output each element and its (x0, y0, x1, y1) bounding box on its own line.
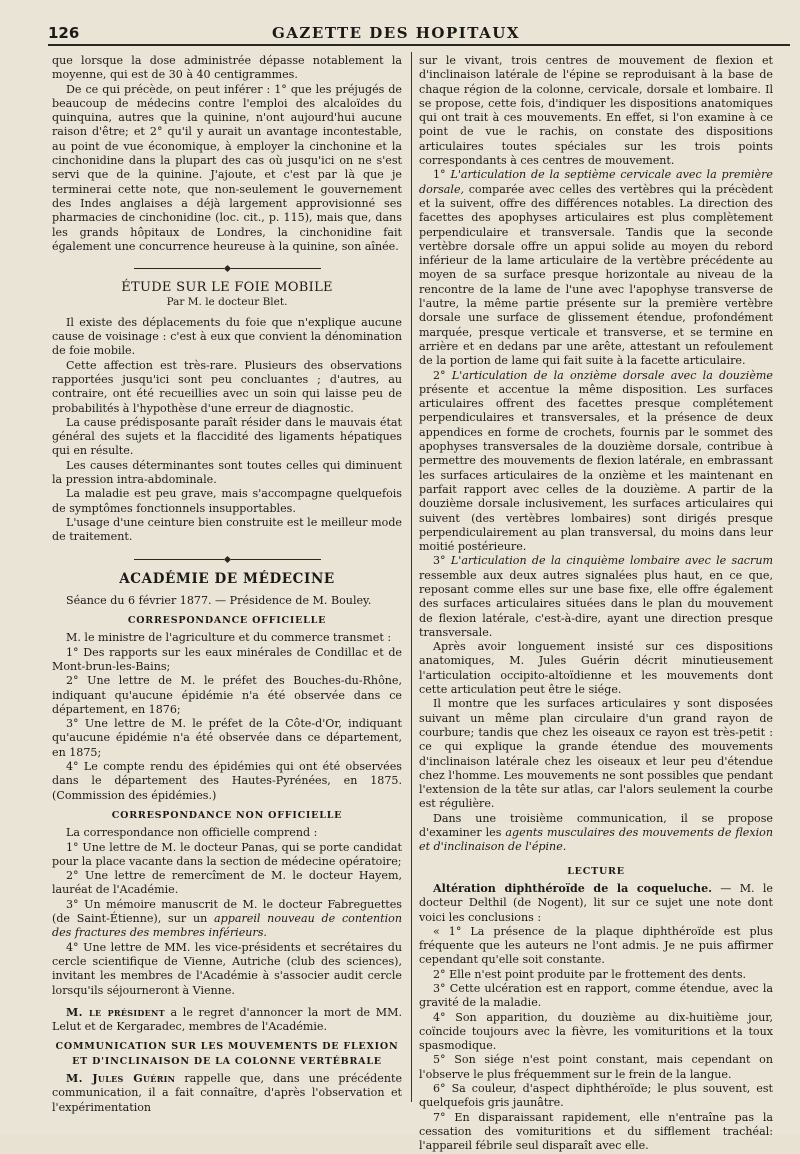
italic-text: L'articulation de la cinquième lombaire avec le sacrum (450, 554, 773, 568)
paragraph: sur le vivant, trois centres de mouvement de flexion et d'inclinaison latérale de l'épine se reproduisant à la base de chaque région de la colonne, cervicale, dorsale et lombaire. Il se propose, cette fois, d'indiquer les dispositions anatomiques qui ont trait à ces mouvements. En effet, si l'on examine à ce point de vue le rachis, on constate des dispositions articulaires toutes spéciales sur les trois points correspondants à ces centres de mouvement. (419, 54, 773, 168)
list-item: 3° Une lettre de M. le préfet de la Côte-d'Or, indiquant qu'aucune épidémie n'a été observée dans ce département, en 1875; (52, 717, 402, 759)
paragraph: La cause prédisposante paraît résider dans le mauvais état général des sujets et la flaccidité des ligaments hépatiques qui en résulte. (52, 415, 402, 458)
subsection-title: COMMUNICATION SUR LES MOUVEMENTS DE FLEXION ET D'INCLINAISON DE LA COLONNE VERTÉBRALE (55, 1041, 399, 1067)
list-item: 6° Sa couleur, d'aspect diphthéroïde; le plus souvent, est quelquefois gris jaunâtre. (419, 1082, 773, 1110)
column-divider (411, 52, 412, 1102)
paragraph: Dans une troisième communication, il se propose d'examiner les agents musculaires des mouvements de flexion et d'inclinaison de l'épine. (419, 811, 774, 854)
paragraph: Les causes déterminantes sont toutes celles qui diminuent la pression intra-abdominale. (52, 458, 402, 487)
paragraph: La correspondance non officielle comprend : (66, 826, 318, 840)
list-item: 4° Son apparition, du douzième au dix-huitième jour, coïncide toujours avec la fièvre, les vomituritions et la toux spasmodique. (419, 1010, 773, 1053)
paragraph (52, 1072, 402, 1115)
paragraph: Après avoir longuement insisté sur ces dispositions anatomiques, M. Jules Guérin décrit minutieusement l'articulation occipito-altoïdienne et les mouvements dont cette articulation peut être le siége. (419, 640, 773, 697)
list-item (52, 898, 402, 941)
italic-text: appareil nouveau de contention des fractures des membres inférieurs. (52, 912, 402, 940)
list-item: 2° Elle n'est point produite par le frottement des dents. (433, 967, 747, 981)
italic-text: L'articulation de la septième cervicale avec la première dorsale, (419, 168, 773, 196)
italic-text: agents musculaires des mouvements de flexion et d'inclinaison de l'épine. (419, 826, 774, 854)
separator (52, 266, 402, 271)
speaker-name: M. Jules Guérin (66, 1072, 176, 1085)
paragraph: que lorsque la dose administrée dépasse notablement la moyenne, qui est de 30 à 40 centigrammes. (52, 54, 402, 82)
paragraph: M. le ministre de l'agriculture et du commerce transmet : (66, 631, 392, 645)
list-item: 2° Une lettre de remercîment de M. le docteur Hayem, lauréat de l'Académie. (52, 869, 402, 897)
italic-text: L'articulation de la onzième dorsale avec la douzième (451, 368, 773, 382)
subsection-title: CORRESPONDANCE NON OFFICIELLE (111, 809, 343, 821)
paragraph (52, 1006, 402, 1035)
paragraph: L'usage d'une ceinture bien construite est le meilleur mode de traitement. (52, 515, 402, 544)
paragraph: Cette affection est très-rare. Plusieurs des observations rapportées jusqu'ici sont peu concluantes ; d'autres, au contraire, ont été recueillies avec un soin qui laisse peu de probabilités à l'hypothèse d'une erreur de diagnostic. (52, 358, 402, 415)
paragraph: 2° L'articulation de la onzième dorsale avec la douzième présente et accentue la même disposition. Les surfaces articulaires offrent des facettes presque complétement perpendiculaires et transversales, et la présence de deux appendices en forme de crochets, fournis par le sommet des apophyses transversales de la douzième dorsale, contribue à permettre des mouvements de flexion latérale, en embrassant les surfaces articulaires de la onzième et les maintenant en parfait rapport avec celles de la douzième. A partir de la douzième dorsale inclusivement, les surfaces articulaires qui suivent (des vertèbres lombaires) sont dirigés presque perpendiculairement au plan transversal, du moins dans leur moitié postérieure. (419, 368, 773, 554)
paragraph: 3° L'articulation de la cinquième lombaire avec le sacrum ressemble aux deux autres signalées plus haut, en ce que, reposant comme elles sur une base fixe, elle offre également des surfaces articulaires situées dans le plan du mouvement de flexion latérale, c'est-à-dire, ayant une direction presque transversale. (419, 554, 773, 639)
page-header (48, 18, 790, 46)
left-column (52, 54, 402, 1115)
seance-line: Séance du 6 février 1877. — Présidence de M. Bouley. (66, 593, 372, 607)
paragraph (419, 882, 773, 925)
article-title: Altération diphthéroïde de la coqueluche. (433, 881, 712, 895)
section-title-foie-mobile: ÉTUDE SUR LE FOIE MOBILE (121, 280, 333, 296)
paragraph: La maladie est peu grave, mais s'accompagne quelquefois de symptômes fonctionnels insupportables. (52, 487, 402, 515)
byline: Par M. le docteur Blet. (166, 296, 288, 309)
right-column (419, 54, 773, 1154)
paragraph: Il existe des déplacements du foie que n'explique aucune cause de voisinage : c'est à eux que convient la dénomination de foie mobile. (52, 315, 402, 358)
subsection-title: LECTURE (567, 865, 625, 877)
list-item: 5° Son siége n'est point constant, mais cependant on l'observe le plus fréquemment sur le frein de la langue. (419, 1053, 773, 1081)
list-item: 4° Une lettre de MM. les vice-présidents et secrétaires du cercle scientifique de Vienne, Autriche (club des sciences), invitant les membres de l'Académie à s'associer audit cercle lorsqu'ils séjourneront à Vienne. (52, 940, 402, 997)
section-title-academie: ACADÉMIE DE MÉDECINE (119, 570, 335, 587)
subsection-title: CORRESPONDANCE OFFICIELLE (127, 615, 327, 627)
list-item: 4° Le compte rendu des épidémies qui ont été observées dans le département des Hautes-Pyrénées, en 1875. (Commission des épidémies.) (52, 760, 402, 802)
paragraph-text: rappelle que, dans une précédente communication, il a fait connaître, d'après l'observation et l'expérimentation (52, 1072, 403, 1114)
page-number: 126 (48, 24, 80, 42)
paragraph-text: — M. le docteur Delthil (de Nogent), lit sur ce sujet une note dont voici les conclusions : (419, 881, 774, 924)
list-item: 2° Une lettre de M. le préfet des Bouches-du-Rhône, indiquant qu'aucune épidémie n'a été observée dans ce département, en 1876; (52, 674, 402, 716)
paragraph: 1° L'articulation de la septième cervicale avec la première dorsale, comparée avec celles des vertèbres qui la précèdent et la suivent, offre des différences notables. La direction des facettes des apophyses articulaires est plus complètement perpendiculaire et transversale. Tandis que la seconde vertèbre dorsale offre un appui solide au moyen du rebord inférieur de la lame articulaire de la vertèbre précédente au moyen de sa surface presque horizontale au niveau de la rencontre de la lame de l'une avec l'apophyse transverse de l'autre, la même partie présente sur la première vertèbre dorsale une surface de glissement étendue, profondément marquée, presque verticale et transverse, et se termine en arrière et en dedans par une arête, attestant un refoulement de la portion de lame qui fait suite à la facette articulaire. (419, 168, 773, 368)
list-item: « 1° La présence de la plaque diphthéroïde est plus fréquente que les auteurs ne l'ont admis. Je ne puis affirmer cependant qu'elle soit constante. (419, 924, 773, 967)
list-item: 1° Des rapports sur les eaux minérales de Condillac et de Mont-brun-les-Bains; (52, 645, 402, 673)
separator (52, 557, 402, 562)
journal-title: GAZETTE DES HOPITAUX (271, 24, 520, 42)
paragraph-text: a le regret d'annoncer la mort de MM. Lelut et de Kergaradec, membres de l'Académie. (52, 1005, 402, 1034)
list-item: 1° Une lettre de M. le docteur Panas, qui se porte candidat pour la place vacante dans la section de médecine opératoire; (52, 840, 402, 868)
paragraph: De ce qui précède, on peut inférer : 1° que les préjugés de beaucoup de médecins contre l'emploi des alcaloïdes du quinquina, autres que la quinine, n'ont aujourd'hui aucune raison d'être; et 2° qu'il y aurait un avantage incontestable, au point de vue économique, à employer la cinchonine et la cinchonidine dans la plupart des cas où jusqu'ici on ne s'est servi que de la quinine. J'ajoute, et c'est par là que je terminerai cette note, que non-seulement le gouvernement des Indes anglaises a déjà largement approvisionné ses pharmacies de cinchonidine (loc. cit., p. 115), mais que, dans les grands hôpitaux de Londres, la cinchonidine fait également une concurrence heureuse à la quinine, son aînée. (52, 82, 402, 253)
list-item-text: 3° Un mémoire manuscrit de M. le docteur Fabreguettes (de Saint-Étienne), sur un (52, 897, 402, 926)
list-item: 7° En disparaissant rapidement, elle n'entraîne pas la cessation des vomituritions et du sifflement trachéal: l'appareil fébrile seul disparaît avec elle. (419, 1110, 773, 1153)
speaker-name: M. le président (66, 1005, 165, 1019)
list-item: 3° Cette ulcération est en rapport, comme étendue, avec la gravité de la maladie. (419, 982, 773, 1010)
paragraph: Il montre que les surfaces articulaires y sont disposées suivant un même plan circulaire d'un grand rayon de courbure; tandis que chez les oiseaux ce rayon est très-petit : ce qui explique la grande étendue des mouvements d'inclinaison latérale chez les oiseaux et leur peu d'étendue chez l'homme. Les mouvements ne sont possibles que pendant l'extension de la tête sur atlas, car l'alors seulement la courbe est régulière. (419, 697, 773, 811)
